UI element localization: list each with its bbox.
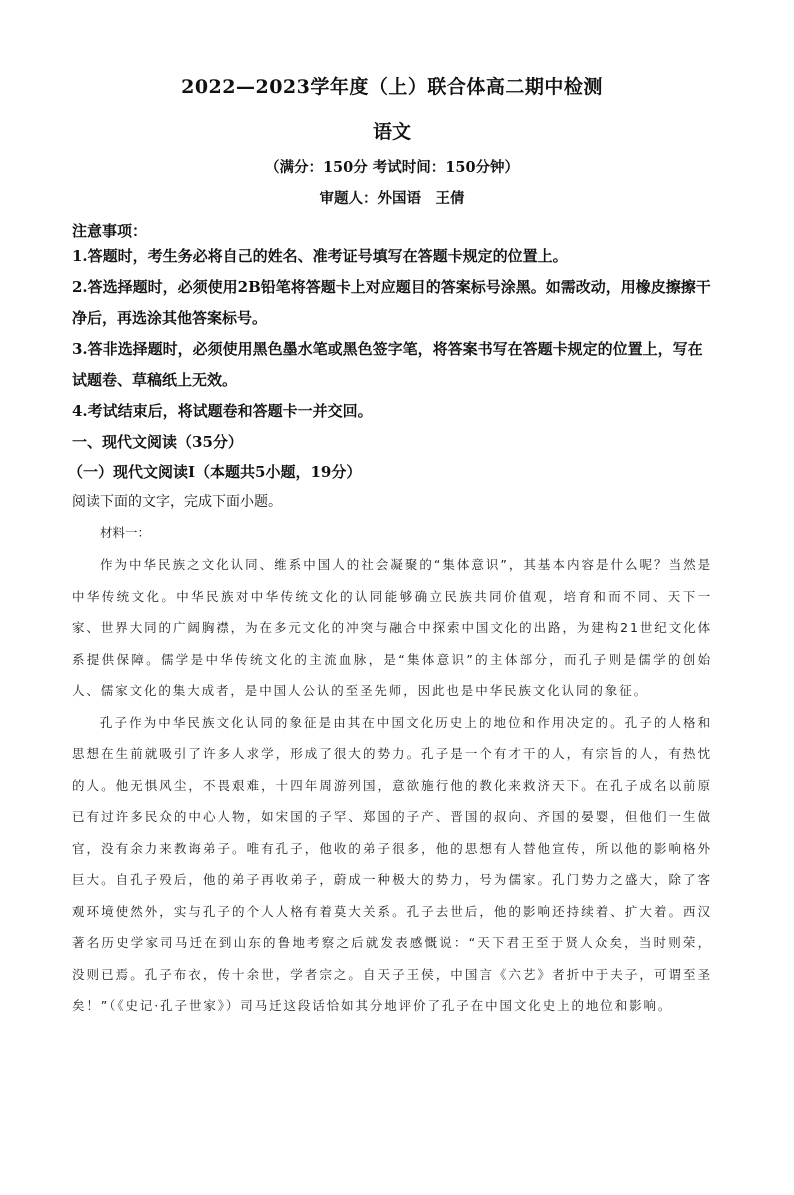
reading-instruction: 阅读下面的文字，完成下面小题。 [72, 494, 282, 510]
exam-title: 2022—2023学年度（上）联合体高二期中检测 [181, 76, 603, 98]
exam-page [0, 72, 794, 1195]
note-item-4: 4.考试结束后，将试题卷和答题卡一并交回。 [72, 402, 373, 420]
section-heading: 一、现代文阅读（35分） [72, 433, 243, 451]
note-item-1: 1.答题时，考生务必将自己的姓名、准考证号填写在答题卡规定的位置上。 [72, 247, 568, 265]
note-item-3: 3.答非选择题时，必须使用黑色墨水笔或黑色签字笔，将答案书写在答题卡规定的位置上，写在试题卷、草稿纸上无效。 [72, 340, 703, 389]
material-paragraph-2: 孔子作为中华民族文化认同的象征是由其在中国文化历史上的地位和作用决定的。孔子的人格和思想在生前就吸引了许多人求学，形成了很大的势力。孔子是一个有才干的人，有宗旨的人，有热忱的人。他无惧风尘，不畏艰难，十四年周游列国，意欲施行他的教化来救济天下。在孔子成名以前原已有过许多民众的中心人物，如宋国的子罕、郑国的子产、晋国的叔向、齐国的晏婴，但他们一生做官，没有余力来教诲弟子。唯有孔子，他收的弟子很多，他的思想有人替他宣传，所以他的影响格外巨大。自孔子殁后，他的弟子再收弟子，蔚成一种极大的势力，号为儒家。孔门势力之盛大，除了客观环境使然外，实与孔子的个人人格有着莫大关系。孔子去世后，他的影响还持续着、扩大着。西汉著名历史学家司马迁在到山东的鲁地考察之后就发表感慨说：“天下君王至于贤人众矣，当时则荣，没则已焉。孔子布衣，传十余世，学者宗之。自天子王侯，中国言《六艺》者折中于夫子，可谓至圣矣！”（《史记·孔子世家》）司马迁这段话恰如其分地评价了孔子在中国文化史上的地位和影响。 [72, 714, 712, 1013]
notes-heading: 注意事项： [72, 222, 148, 240]
note-item-2: 2.答选择题时，必须使用2B铅笔将答题卡上对应题目的答案标号涂黑。如需改动，用橡皮擦擦干净后，再选涂其他答案标号。 [72, 278, 711, 327]
exam-meta: （满分：150分 考试时间：150分钟） [264, 159, 520, 176]
reviewer-line: 审题人：外国语 王倩 [319, 190, 465, 207]
material-paragraph-1: 作为中华民族之文化认同、维系中国人的社会凝聚的“集体意识”，其基本内容是什么呢？当然是中华传统文化。中华民族对中华传统文化的认同能够确立民族共同价值观，培育和而不同、天下一家、世界大同的广阔胸襟，为在多元文化的冲突与融合中探索中国文化的出路，为建构21世纪文化体系提供保障。儒学是中华传统文化的主流血脉，是“集体意识”的主体部分，而孔子则是儒学的创始人、儒家文化的集大成者，是中国人公认的至圣先师，因此也是中华民族文化认同的象征。 [72, 557, 712, 698]
subsection-heading: （一）现代文阅读Ⅰ（本题共5小题，19分） [68, 463, 362, 481]
subject-heading: 语文 [372, 121, 411, 143]
material-label: 材料一： [100, 525, 151, 540]
